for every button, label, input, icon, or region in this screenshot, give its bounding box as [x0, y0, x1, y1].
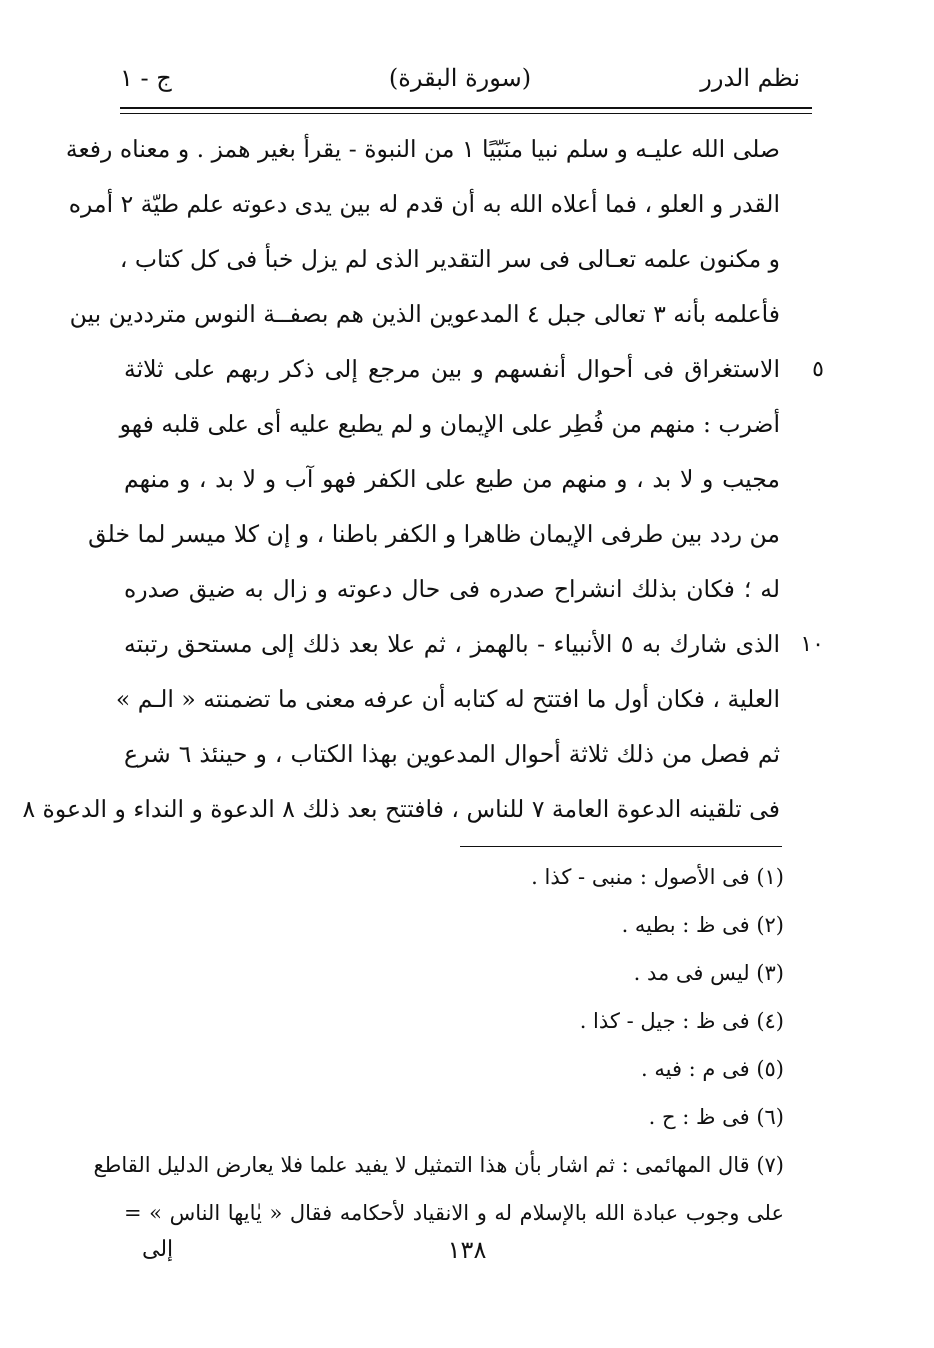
- text-line: [119, 397, 780, 452]
- footnotes: [93, 853, 784, 1237]
- page-number: ١٣٨: [447, 1236, 487, 1264]
- book-title: نظم الدرر: [700, 64, 800, 92]
- footnote: (٥) فى م : فيه .: [641, 1057, 784, 1081]
- text-line: [124, 342, 824, 397]
- text-line: [119, 232, 780, 287]
- text-line: [124, 727, 780, 782]
- header-rule-thick: [120, 107, 812, 109]
- line-text: العلية ، فكان أول ما افتتح له كتابه أن عرفه معنى ما تضمنته « الـم »: [115, 685, 780, 713]
- surah-title: (سورة البقرة): [388, 64, 532, 92]
- text-line: [69, 287, 780, 342]
- footnote: (٧) قال المهائمى : ثم اشار بأن هذا التمثيل لا يفيد علما فلا يعارض الدليل القاطع: [93, 1153, 784, 1177]
- text-line: [22, 782, 780, 837]
- line-text: الذى شارك به ٥ الأنبياء - بالهمز ، ثم علا بعد ذلك إلى مستحق رتبته: [124, 630, 780, 658]
- text-line: [124, 452, 780, 507]
- text-line: [115, 672, 780, 727]
- footnote-separator: [460, 846, 782, 847]
- header-rule-thin: [120, 113, 812, 114]
- text-line: [124, 617, 824, 672]
- line-text: من ردد بين طرفى الإيمان ظاهرا و الكفر باطنا ، و إن كلا ميسر لما خلق: [88, 520, 780, 548]
- text-line: [88, 507, 780, 562]
- line-text: ثم فصل من ذلك ثلاثة أحوال المدعوين بهذا الكتاب ، و حينئذ ٦ شرع: [124, 740, 781, 768]
- footnote: (٣) ليس فى مد .: [633, 961, 784, 985]
- line-text: الاستغراق فى أحوال أنفسهم و بين مرجع إلى ذكر ربهم على ثلاثة: [124, 355, 780, 383]
- line-text: مجيب و لا بد ، و منهم من طبع على الكفر فهو آب و لا بد ، و منهم: [124, 465, 780, 493]
- footnote-continuation: على وجوب عبادة الله بالإسلام له و الانقياد لأحكامه فقال « يٰايها الناس » =: [124, 1201, 784, 1225]
- catchword: إلى: [142, 1237, 174, 1262]
- line-number: ١٠: [800, 632, 824, 657]
- text-line: [124, 562, 780, 617]
- footnote: (٤) فى ظ : جيل - كذا .: [579, 1009, 784, 1033]
- volume-label: ج - ١: [120, 64, 172, 92]
- footnote: (١) فى الأصول : منبى - كذا .: [531, 865, 784, 889]
- line-text: صلى الله عليـه و سلم نبيا منَبّيًا ١ من النبوة - يقرأ بغير همز . و معناه رفعة: [65, 135, 780, 163]
- line-text: فى تلقينه الدعوة العامة ٧ للناس ، فافتتح بعد ذلك ٨ الدعوة و النداء و الدعوة ٨: [22, 795, 780, 823]
- text-line: [68, 177, 780, 232]
- main-text: [22, 122, 824, 837]
- line-text: أضرب : منهم من فُطِر على الإيمان و لم يطبع عليه أى على قلبه فهو: [119, 410, 780, 438]
- line-text: القدر و العلو ، فما أعلاه الله به أن قدم له بين يدى دعوته علم طيّة ٢ أمره: [68, 190, 780, 218]
- line-text: و مكنون علمه تعـالى فى سر التقدير الذى لم يزل خبأ فى كل كتاب ،: [119, 245, 780, 273]
- line-number: ٥: [812, 357, 824, 382]
- running-header: [120, 58, 800, 98]
- footnote: (٢) فى ظ : بطيه .: [621, 913, 784, 937]
- line-text: له ؛ فكان بذلك انشراح صدره فى حال دعوته و زال به ضيق صدره: [124, 575, 780, 603]
- text-line: [65, 122, 780, 177]
- line-text: فأعلمه بأنه ٣ تعالى جبل ٤ المدعوين الذين هم بصفــة النوس مترددين بين: [69, 300, 780, 328]
- footnote: (٦) فى ظ : ح .: [648, 1105, 784, 1129]
